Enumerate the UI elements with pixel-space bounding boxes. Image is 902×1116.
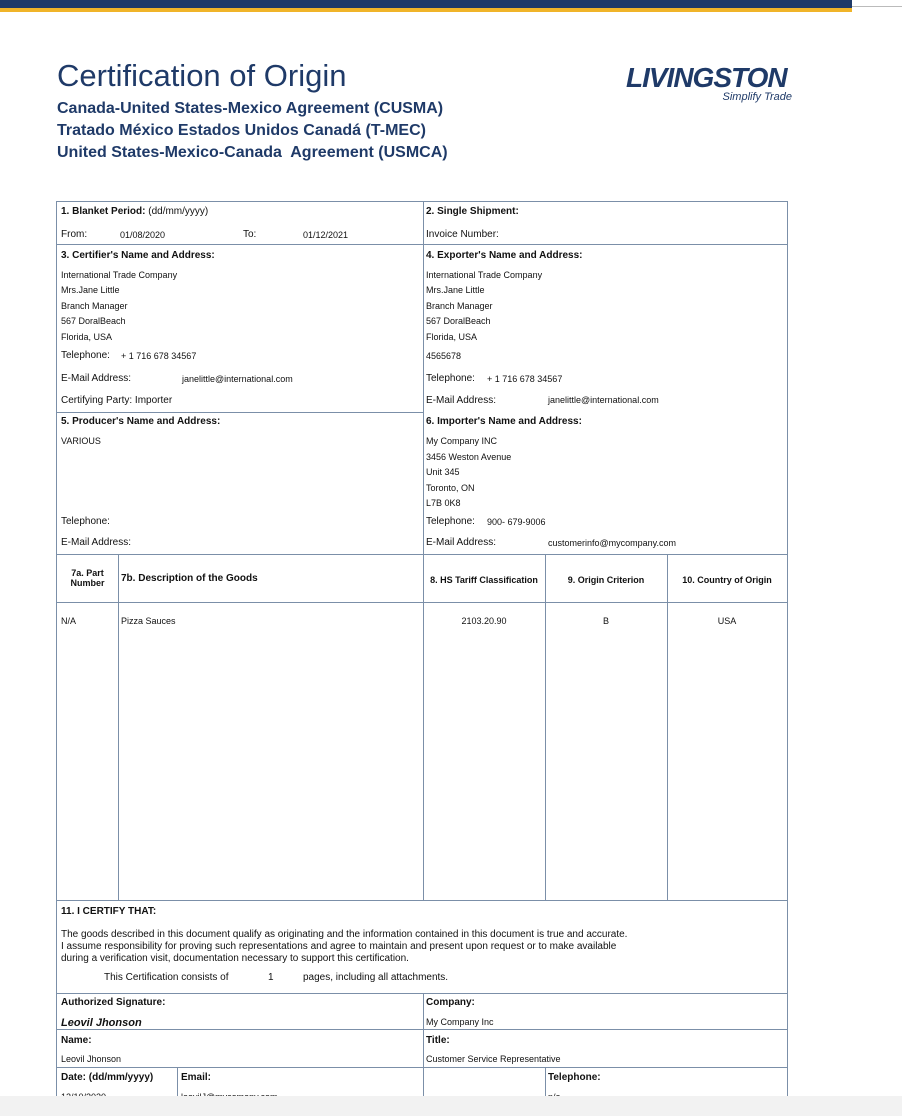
exporter-label: 4. Exporter's Name and Address: [426, 250, 583, 261]
importer-line: My Company INC [426, 436, 498, 446]
importer-email-value: customerinfo@mycompany.com [548, 538, 677, 548]
certifier-telephone-value: + 1 716 678 34567 [121, 351, 197, 361]
origin-criterion-header: 9. Origin Criterion [567, 575, 645, 585]
date-label: Date: (dd/mm/yyyy) [61, 1072, 154, 1083]
producer-email-label: E-Mail Address: [61, 537, 132, 548]
name-label: Name: [61, 1035, 92, 1046]
hs-classification-header: 8. HS Tariff Classification [430, 575, 538, 585]
certifier-line: 567 DoralBeach [61, 316, 126, 326]
title-value: Customer Service Representative [426, 1054, 561, 1064]
email-label: Email: [181, 1072, 212, 1083]
producer-telephone-label: Telephone: [61, 516, 110, 527]
certify-statement-line: The goods described in this document qualify as originating and the information contained in this document is true and accurate. [61, 929, 628, 940]
description-header: 7b. Description of the Goods [121, 573, 258, 584]
from-value: 01/08/2020 [120, 230, 166, 240]
to-value: 01/12/2021 [303, 230, 349, 240]
table-row-description: Pizza Sauces [121, 616, 176, 626]
certifier-line: Mrs.Jane Little [61, 285, 120, 295]
importer-line: 3456 Weston Avenue [426, 452, 512, 462]
subtitle-cusma: Canada-United States-Mexico Agreement (CUSMA) [57, 100, 444, 117]
livingston-logo [626, 62, 796, 106]
top-color-bar [0, 0, 852, 12]
table-row-country: USA [717, 616, 737, 626]
certifier-telephone-label: Telephone: [61, 350, 110, 361]
importer-telephone-value: 900- 679-9006 [487, 517, 546, 527]
table-row-hs: 2103.20.90 [461, 616, 507, 626]
pages-count: 1 [268, 972, 274, 983]
exporter-line: 567 DoralBeach [426, 316, 491, 326]
part-number-header: 7a. Part Number [70, 568, 105, 588]
certifying-party: Certifying Party: Importer [61, 395, 173, 406]
importer-email-label: E-Mail Address: [426, 537, 497, 548]
invoice-number-label: Invoice Number: [426, 229, 499, 240]
importer-line: Unit 345 [426, 467, 460, 477]
certifier-line: Branch Manager [61, 301, 128, 311]
certify-label: 11. I CERTIFY THAT: [61, 906, 157, 917]
certifier-line: International Trade Company [61, 270, 178, 280]
to-label: To: [243, 229, 257, 240]
producer-value: VARIOUS [61, 436, 101, 446]
authorized-signature-label: Authorized Signature: [61, 997, 166, 1008]
pages-prefix: This Certification consists of [104, 972, 229, 983]
title-label: Title: [426, 1035, 450, 1046]
exporter-telephone-label: Telephone: [426, 373, 475, 384]
pages-suffix: pages, including all attachments. [303, 972, 449, 983]
certifier-label: 3. Certifier's Name and Address: [61, 250, 215, 261]
from-label: From: [61, 229, 88, 240]
top-divider [852, 6, 902, 7]
exporter-line: Branch Manager [426, 301, 493, 311]
subtitle-usmca: United States-Mexico-Canada Agreement (USMCA) [57, 144, 448, 161]
blanket-period-label: 1. Blanket Period: (dd/mm/yyyy) [61, 206, 209, 217]
telephone-label: Telephone: [548, 1072, 601, 1083]
table-row-part: N/A [61, 616, 77, 626]
subtitle-tmec: Tratado México Estados Unidos Canadá (T-MEC) [57, 122, 426, 139]
importer-line: Toronto, ON [426, 483, 475, 493]
exporter-line: 4565678 [426, 351, 462, 361]
logo-wordmark: LIVINGSTON [626, 62, 787, 93]
certifier-line: Florida, USA [61, 332, 113, 342]
single-shipment-label: 2. Single Shipment: [426, 206, 519, 217]
exporter-email-label: E-Mail Address: [426, 395, 497, 406]
table-row-criterion: B [602, 616, 609, 626]
country-origin-header: 10. Country of Origin [682, 575, 772, 585]
importer-label: 6. Importer's Name and Address: [426, 416, 582, 427]
importer-line: L7B 0K8 [426, 498, 461, 508]
logo-tagline: Simplify Trade [722, 91, 792, 103]
certifier-email-value: janelittle@international.com [182, 374, 293, 384]
name-value: Leovil Jhonson [61, 1054, 122, 1064]
certify-statement-line: during a verification visit, documentation necessary to support this certification. [61, 953, 409, 964]
certify-statement-line: I assume responsibility for proving such representations and agree to maintain and present upon request or to make available [61, 941, 617, 952]
document-title: Certification of Origin [57, 58, 347, 93]
producer-label: 5. Producer's Name and Address: [61, 416, 221, 427]
exporter-line: International Trade Company [426, 270, 543, 280]
exporter-line: Florida, USA [426, 332, 478, 342]
signature: Leovil Jhonson [61, 1017, 142, 1029]
company-label: Company: [426, 997, 475, 1008]
certificate-form [56, 201, 788, 1105]
importer-telephone-label: Telephone: [426, 516, 475, 527]
exporter-email-value: janelittle@international.com [548, 395, 659, 405]
certifier-email-label: E-Mail Address: [61, 373, 132, 384]
exporter-line: Mrs.Jane Little [426, 285, 485, 295]
page-bottom-shade [0, 1096, 902, 1116]
exporter-telephone-value: + 1 716 678 34567 [487, 374, 563, 384]
company-value: My Company Inc [426, 1017, 494, 1027]
